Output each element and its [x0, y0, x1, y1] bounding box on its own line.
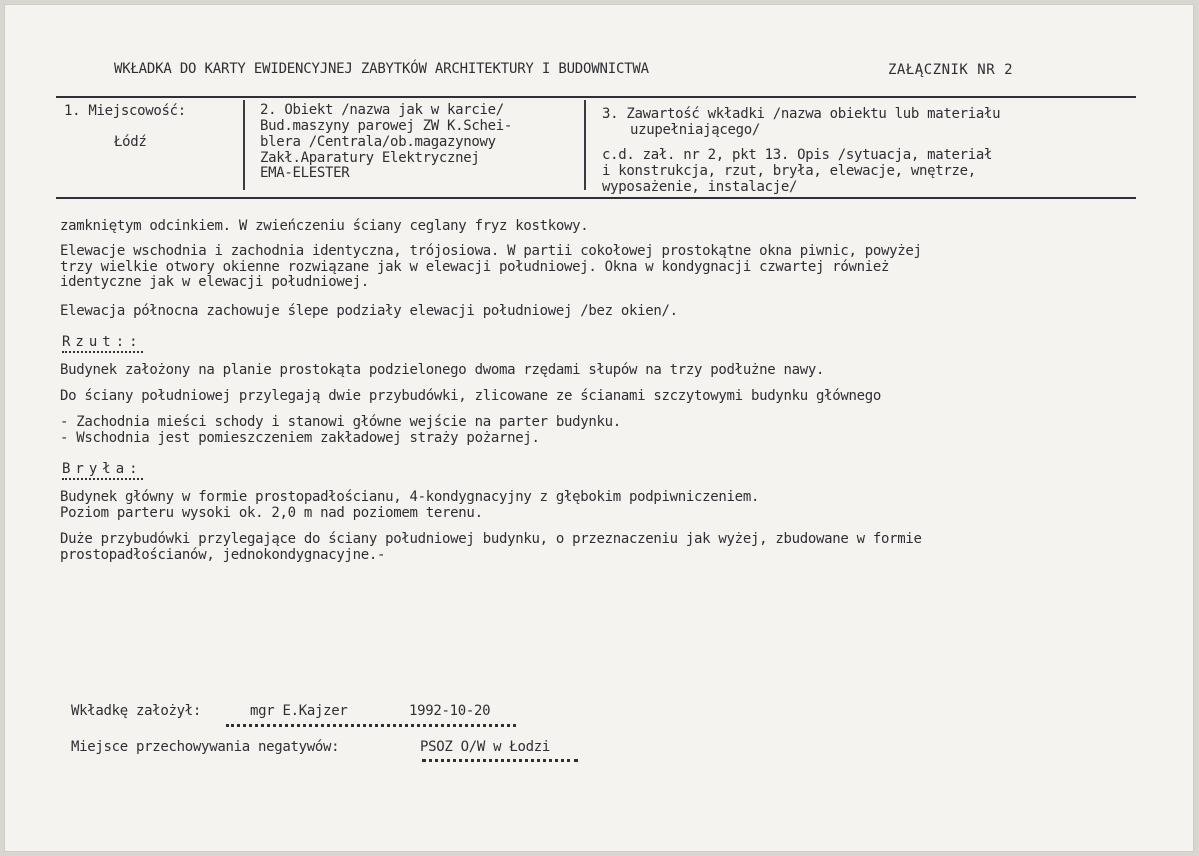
contents-line: i konstrukcja, rzut, bryła, elewacje, wnętrze,: [602, 163, 976, 179]
author-date: 1992-10-20: [409, 703, 491, 719]
contents-line: 3. Zawartość wkładki /nazwa obiektu lub materiału: [602, 106, 1001, 122]
paragraph-east-west: Elewacje wschodnia i zachodnia identyczna, trójosiowa. W partii cokołowej prostokątne okna piwnic, powyżej: [60, 243, 922, 259]
bryla-line: Poziom parteru wysoki ok. 2,0 m nad poziomem terenu.: [60, 505, 483, 521]
negatives-label: Miejsce przechowywania negatywów:: [71, 739, 340, 755]
contents-line: c.d. zał. nr 2, pkt 13. Opis /sytuacja, materiał: [602, 147, 993, 163]
rzut-line: Do ściany południowej przylegają dwie przybudówki, zlicowane ze ścianami szczytowymi budynku głównego: [60, 388, 882, 404]
rzut-line: - Wschodnia jest pomieszczeniem zakładowej straży pożarnej.: [60, 430, 540, 446]
object-line: Bud.maszyny parowej ZW K.Schei-: [260, 118, 512, 134]
box-divider-2: [584, 100, 586, 190]
header-bottom-rule: [56, 197, 1136, 199]
locality-value: Łódź: [114, 134, 147, 150]
paragraph-crown: zamkniętym odcinkiem. W zwieńczeniu ściany ceglany fryz kostkowy.: [60, 218, 589, 234]
bryla-line: prostopadłościanów, jednokondygnacyjne.-: [60, 547, 386, 563]
rzut-line: Budynek założony na planie prostokąta podzielonego dwoma rzędami słupów na trzy podłużne nawy.: [60, 362, 825, 378]
attachment-number: ZAŁĄCZNIK NR 2: [888, 62, 1014, 78]
paragraph-north: Elewacja północna zachowuje ślepe podziały elewacji południowej /bez okien/.: [60, 303, 678, 319]
box-divider-1: [243, 100, 245, 190]
contents-line: uzupełniającego/: [630, 122, 761, 138]
author-label: Wkładkę założył:: [71, 703, 202, 719]
card-title: WKŁADKA DO KARTY EWIDENCYJNEJ ZABYTKÓW ARCHITEKTURY I BUDOWNICTWA: [114, 61, 649, 77]
bryla-line: Duże przybudówki przylegające do ściany południowej budynku, o przeznaczeniu jak wyżej, zbudowane w formie: [60, 531, 922, 547]
locality-label: 1. Miejscowość:: [64, 103, 186, 119]
negatives-dotted-line: [422, 759, 578, 762]
bryla-line: Budynek główny w formie prostopadłościanu, 4-kondygnacyjny z głębokim podpiwniczeniem.: [60, 489, 760, 505]
author-name: mgr E.Kajzer: [250, 703, 348, 719]
paragraph-east-west: trzy wielkie otwory okienne rozwiązane jak w elewacji południowej. Okna w kondygnacji czwartej również: [60, 259, 890, 275]
negatives-location: PSOZ O/W w Łodzi: [420, 739, 551, 755]
author-dotted-line: [226, 724, 516, 727]
section-heading-rzut: Rzut::: [62, 335, 143, 350]
contents-line: wyposażenie, instalacje/: [602, 179, 798, 195]
object-line: 2. Obiekt /nazwa jak w karcie/: [260, 102, 504, 118]
object-line: blera /Centrala/ob.magazynowy: [260, 134, 496, 150]
rzut-line: - Zachodnia mieści schody i stanowi główne wejście na parter budynku.: [60, 414, 621, 430]
paragraph-east-west: identyczne jak w elewacji południowej.: [60, 274, 369, 290]
header-top-rule: [56, 96, 1136, 98]
record-card: [4, 4, 1194, 852]
object-line: Zakł.Aparatury Elektrycznej: [260, 150, 480, 166]
section-heading-bryla: Bryła:: [62, 462, 143, 477]
object-line: EMA-ELESTER: [260, 165, 350, 181]
